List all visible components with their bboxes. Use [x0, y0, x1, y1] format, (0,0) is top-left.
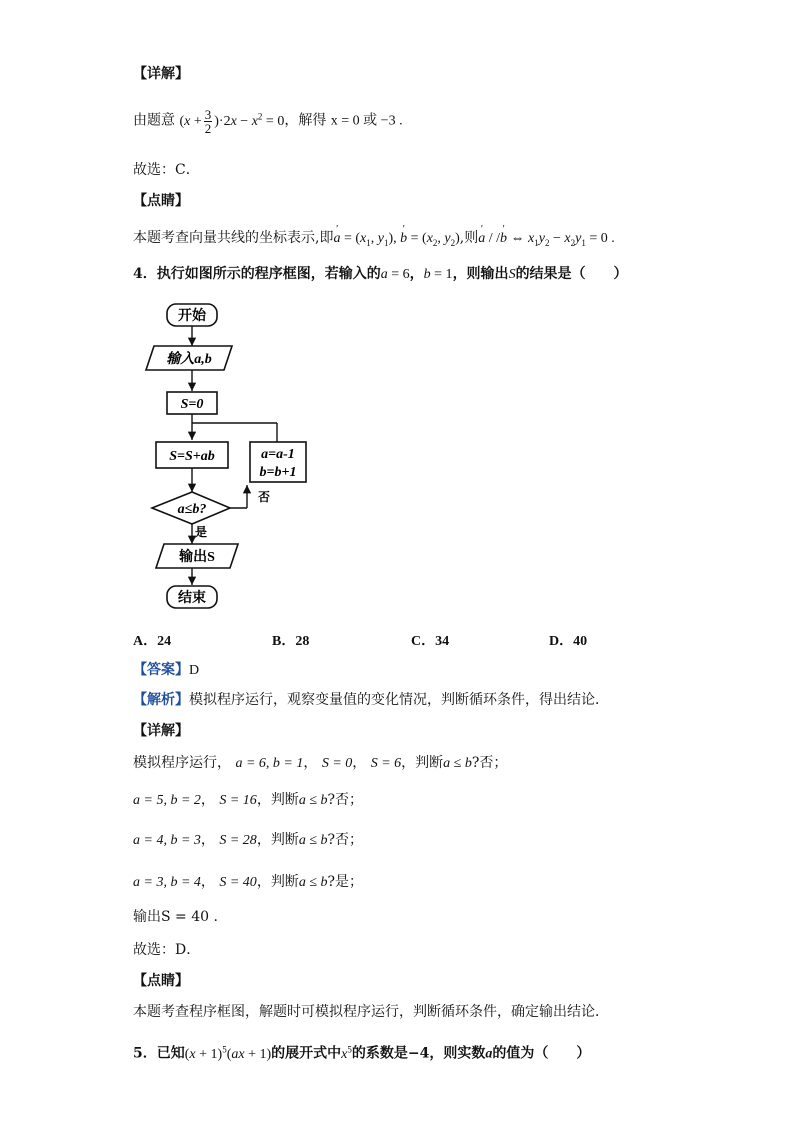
comment-formula-1: ' $a = (x_1$, $y_1$), ' $b = (x_2$, $y_2$)	[333, 231, 459, 246]
detail-header: 【详解】	[133, 66, 189, 82]
q4-stem-b: ，则输出	[452, 266, 509, 282]
answer-line	[133, 660, 199, 681]
q5-stem-a: 已知	[156, 1045, 185, 1062]
output-line: 输出S = 40 .	[133, 909, 218, 925]
step-line-4: a = 3, b = 4， S = 40，判断a ≤ b?是；	[133, 874, 364, 890]
step-res: ?否；	[327, 832, 364, 848]
step-cond: a ≤ b	[298, 875, 328, 890]
step-line-1: 模拟程序运行， a = 6, b = 1， S = 0， S = 6，判断a ≤ b?否；	[133, 755, 508, 771]
analysis-label: 【解析】	[133, 692, 189, 708]
q4-detail-header: 【详解】	[133, 723, 189, 739]
step-judge: 判断	[270, 832, 299, 848]
q4-stem-c: 的结果是（ ）	[515, 266, 628, 282]
answer-value: D	[189, 663, 200, 678]
body-label: S=S+ab	[169, 449, 215, 464]
condition-label: a≤b?	[177, 502, 207, 517]
q3-equation-line	[133, 106, 403, 135]
init-label: S=0	[180, 397, 204, 412]
q4-comment-header: 【点睛】	[133, 973, 189, 989]
eq-formula: (x + $\frac{3}{2}$ )$\cdot 2x - x^2 = 0$	[179, 106, 285, 136]
step-judge: 判断	[270, 792, 299, 808]
step-s2: S = 6	[370, 756, 402, 771]
q3-comment-line	[133, 228, 615, 253]
step-s2: S = 40	[219, 875, 257, 890]
q4-number: 4．	[133, 266, 157, 282]
option-b[interactable]: B．28	[272, 634, 310, 649]
q4-comment-text: 本题考查程序框图，解题时可模拟程序运行，判断循环条件，确定输出结论．	[133, 1004, 609, 1020]
comment-formula-2: ' a / /' b ⇔ $x_1y_2 - x_2y_1 = 0$ .	[478, 231, 614, 246]
step-vals: a = 4, b = 3	[133, 833, 201, 848]
step-s2: S = 16	[219, 793, 257, 808]
step-vals: a = 6, b = 1	[235, 756, 304, 771]
q5-expression: $(x + 1)^5(ax + 1)$	[184, 1044, 272, 1062]
update-a-label: a=a-1	[261, 447, 295, 462]
q5-var-a: a	[485, 1046, 493, 1062]
step-res: ?否；	[327, 792, 364, 808]
q5-number: 5．	[133, 1045, 157, 1062]
flowchart	[140, 298, 320, 614]
step-line-3: a = 4, b = 3， S = 28，判断a ≤ b?否；	[133, 832, 364, 848]
end-label: 结束	[178, 591, 206, 606]
yes-label: 是	[195, 525, 208, 539]
step-vals: a = 3, b = 4	[133, 875, 201, 890]
analysis-line	[133, 690, 609, 710]
q3-choice: 故选：C．	[133, 162, 200, 178]
step-judge: 判断	[270, 874, 299, 890]
step-res: ?否；	[471, 755, 508, 771]
comment-prefix: 本题考查向量共线的坐标表示,即	[133, 230, 334, 246]
start-label: 开始	[178, 309, 206, 324]
eq-prefix: 由题意	[133, 112, 175, 129]
step-vals: a = 5, b = 2	[133, 793, 201, 808]
analysis-text: 模拟程序运行，观察变量值的变化情况，判断循环条件，得出结论．	[189, 692, 609, 708]
step-judge: 判断	[415, 755, 444, 771]
update-b-label: b=b+1	[259, 465, 297, 480]
step-res: ?是；	[327, 874, 364, 890]
comment-header: 【点睛】	[133, 193, 189, 209]
step-cond: a ≤ b	[298, 793, 328, 808]
step-line-2: a = 5, b = 2， S = 16，判断a ≤ b?否；	[133, 792, 364, 808]
q4-stem: 4．执行如图所示的程序框图，若输入的a = 6，b = 1，则输出S的结果是（ ）	[133, 266, 628, 282]
comment-then: ,则	[459, 230, 479, 246]
step-s1: S = 0	[321, 756, 353, 771]
q4-input-b: b = 1	[423, 267, 453, 282]
q4-choice: 故选：D．	[133, 942, 201, 958]
option-d[interactable]: D．40	[549, 634, 588, 649]
option-c[interactable]: C．34	[411, 634, 450, 649]
option-a[interactable]: A．24	[133, 634, 172, 649]
eq-answer: x = 0 或 −3 .	[330, 113, 403, 129]
output-label: 输出S	[179, 550, 215, 565]
eq-tail: ，解得	[284, 112, 327, 129]
no-label: 否	[258, 490, 271, 504]
q5-stem-b: 的展开式中	[271, 1045, 342, 1062]
q5-stem	[133, 1039, 590, 1065]
q5-stem-c: 的系数是−4，则实数	[351, 1045, 486, 1062]
step-cond: a ≤ b	[443, 756, 472, 771]
q4-input-a: a = 6	[380, 267, 410, 282]
step-cond: a ≤ b	[298, 833, 328, 848]
answer-label: 【答案】	[133, 662, 189, 678]
step-s2: S = 28	[219, 833, 257, 848]
q5-power: $x^5$	[341, 1044, 352, 1062]
q4-var-s: S	[508, 267, 516, 282]
steps-intro: 模拟程序运行，	[133, 755, 231, 771]
q5-stem-d: 的值为（ ）	[492, 1045, 591, 1062]
q4-stem-a: 执行如图所示的程序框图，若输入的	[156, 266, 381, 282]
input-label: 输入a,b	[166, 352, 212, 367]
